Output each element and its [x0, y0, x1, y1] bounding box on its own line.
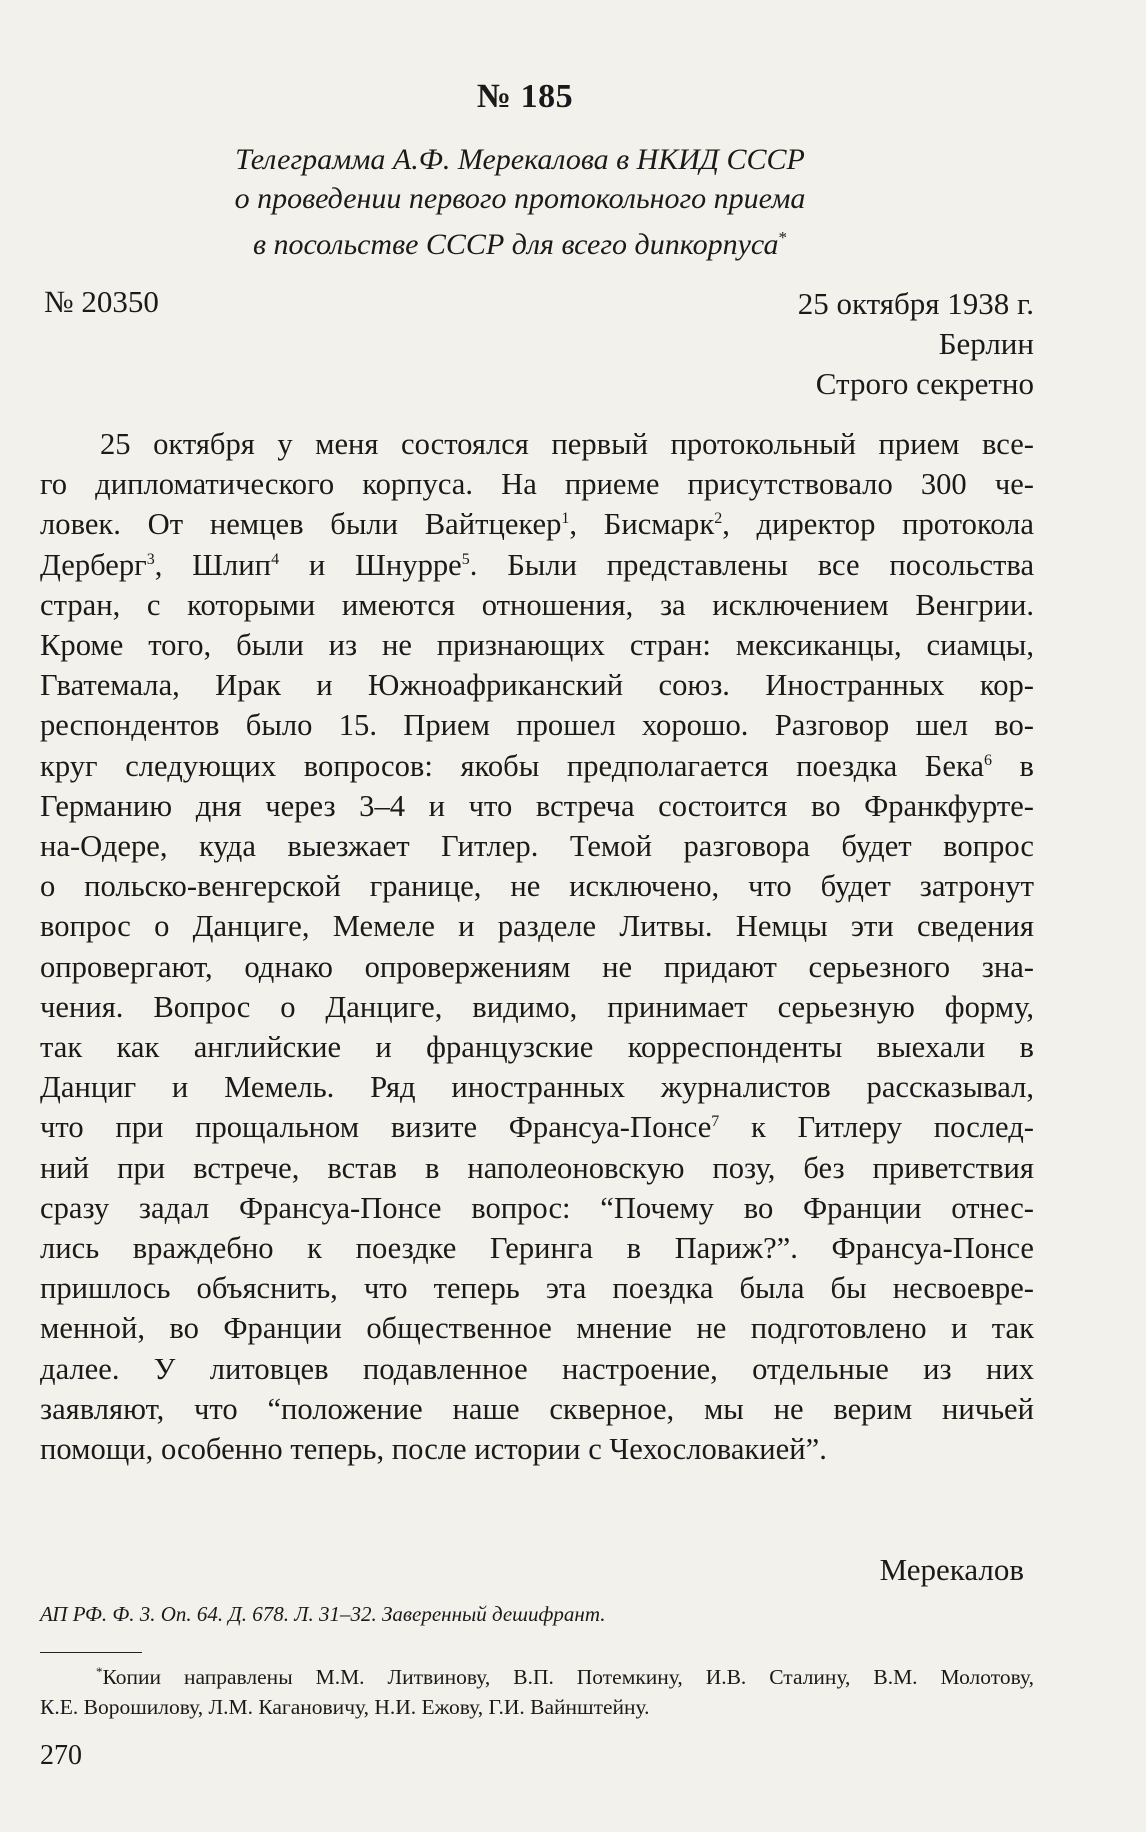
footnote-ref: 3 [146, 550, 155, 568]
body-line: го дипломатического корпуса. На приеме присутствовало 300 че- [40, 467, 1034, 502]
body-line: опровергают, однако опровержениям не придают серьезного зна- [40, 949, 1034, 984]
body-line: Германию дня через 3–4 и что встреча состоится во Франкфурте- [40, 788, 1034, 823]
body-line: вопрос о Данциге, Мемеле и разделе Литвы. Немцы эти сведения [40, 909, 1034, 944]
body-line: пришлось объяснить, что теперь эта поездка была бы несвоевре- [40, 1271, 1034, 1306]
signature: Мерекалов [879, 1552, 1024, 1587]
body-line: стран, с которыми имеются отношения, за исключением Венгрии. [40, 587, 1034, 622]
body-line: сразу задал Франсуа-Понсе вопрос: “Почему во Франции отнес- [40, 1190, 1034, 1225]
document-title [150, 140, 890, 264]
body-line: так как английские и французские корреспонденты выехали в [40, 1030, 1034, 1065]
archive-source: АП РФ. Ф. 3. Оп. 64. Д. 678. Л. 31–32. Заверенный дешифрант. [40, 1602, 606, 1626]
footnote-mark: * [96, 1663, 103, 1679]
footnote [40, 1662, 1034, 1722]
title-line: о проведении первого протокольного приема [234, 182, 806, 215]
body-line: лись враждебно к поездке Геринга в Париж?”. Франсуа-Понсе [40, 1231, 1034, 1266]
body-line: Гватемала, Ирак и Южноафриканский союз. Иностранных кор- [40, 668, 1034, 703]
footnote-ref: 4 [271, 550, 280, 568]
body-line: что при прощальном визите Франсуа-Понсе$^7$ к Гитлеру послед- [40, 1110, 1034, 1145]
body-line: ний при встрече, встав в наполеоновскую позу, без приветствия [40, 1150, 1034, 1185]
body-line: Дерберг$^3$, Шлип$^4$ и Шнурре$^5$. Были представлены все посольства [40, 547, 1035, 582]
footnote-ref: 2 [714, 510, 723, 528]
body-line: заявляют, что “положение наше скверное, мы не верим ничьей [40, 1391, 1034, 1426]
footnote-ref: 1 [561, 510, 570, 528]
telegram-date: 25 октября 1938 г. [797, 286, 1034, 321]
body-line: о польско-венгерской границе, не исключено, что будет затронут [40, 869, 1034, 904]
body-line: далее. У литовцев подавленное настроение, отдельные из них [40, 1351, 1034, 1386]
body-line: на-Одере, куда выезжает Гитлер. Темой разговора будет вопрос [40, 829, 1034, 864]
telegram-meta [534, 284, 1034, 404]
footnote-line: К.Е. Ворошилову, Л.М. Кагановичу, Н.И. Ежову, Г.И. Вайнштейну. [40, 1695, 650, 1719]
body-line: 25 октября у меня состоялся первый протокольный прием все- [100, 427, 1034, 461]
telegram-number: № 20350 [44, 284, 159, 319]
footnote-line: *Копии направлены М.М. Литвинову, В.П. Потемкину, И.В. Сталину, В.М. Молотову, [96, 1663, 1034, 1689]
footnote-mark: * [778, 228, 787, 247]
body-line: Данциг и Мемель. Ряд иностранных журналистов рассказывал, [40, 1070, 1034, 1105]
body-line: Кроме того, были из не признающих стран: мексиканцы, сиамцы, [40, 628, 1034, 663]
telegram-place: Берлин [938, 326, 1034, 361]
footnote-ref: 5 [461, 550, 470, 568]
footnote-divider [40, 1652, 142, 1653]
footnote-ref: 7 [711, 1113, 720, 1131]
body-line: ловек. От немцев были Вайтцекер$^1$, Бисмарк$^2$, директор протокола [40, 507, 1034, 542]
body-line: круг следующих вопросов: якобы предполагается поездка Бека$^6$ в [40, 748, 1034, 783]
title-line: Телеграмма А.Ф. Мерекалова в НКИД СССР [235, 143, 805, 176]
telegram-body [40, 424, 1034, 1469]
title-line: в посольстве СССР для всего дипкорпуса* [253, 228, 787, 261]
body-line: менной, во Франции общественное мнение не подготовлено и так [40, 1311, 1034, 1346]
footnote-ref: 6 [983, 751, 992, 769]
body-line: чения. Вопрос о Данциге, видимо, принимает серьезную форму, [40, 989, 1034, 1024]
page-number: 270 [40, 1740, 82, 1771]
body-line: респондентов было 15. Прием прошел хорошо. Разговор шел во- [40, 708, 1034, 743]
body-line: помощи, особенно теперь, после истории с Чехословакией”. [40, 1432, 827, 1467]
document-number: № 185 [476, 78, 574, 115]
classification-label: Строго секретно [815, 366, 1034, 401]
